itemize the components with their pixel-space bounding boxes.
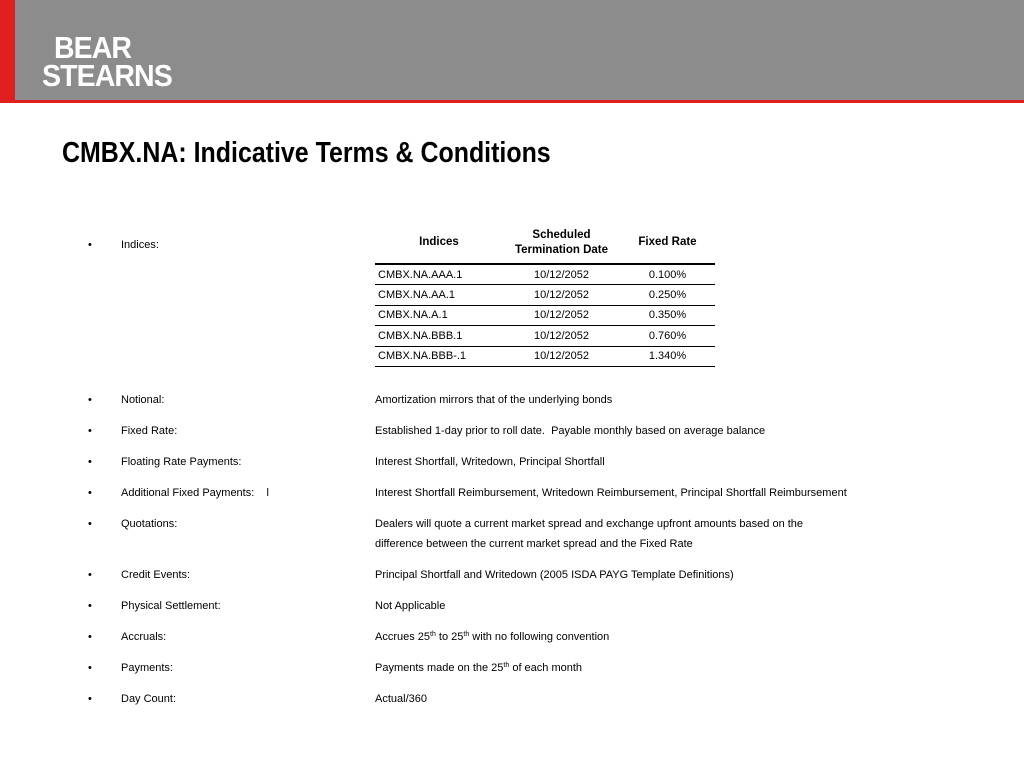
term-label: Day Count: [121, 693, 177, 705]
term-value: Actual/360 [375, 693, 427, 705]
fixed-rate: 0.350% [620, 305, 715, 326]
termination-date: 10/12/2052 [503, 326, 620, 347]
fixed-rate: 0.100% [620, 264, 715, 285]
header-underline [0, 100, 1024, 103]
term-label: Accruals: [121, 631, 167, 643]
bear-stearns-logo [42, 30, 202, 94]
term-label: Notional: [121, 394, 165, 406]
term-value: Interest Shortfall, Writedown, Principal Shortfall [375, 456, 605, 468]
fixed-rate: 1.340% [620, 346, 715, 367]
accent-bar [0, 0, 15, 101]
table-row [375, 346, 715, 367]
term-value [375, 627, 895, 647]
value-part: with no following convention [469, 631, 610, 643]
termination-date: 10/12/2052 [503, 264, 620, 285]
column-header-termination-date [503, 222, 620, 264]
term-value-line: Dealers will quote a current market spread and exchange upfront amounts based on the [375, 518, 804, 530]
term-label: Indices: [121, 239, 159, 251]
table-row [375, 264, 715, 285]
term-label: Floating Rate Payments: [121, 456, 242, 468]
bullet-dot: • [88, 662, 92, 674]
bullet-dot: • [88, 456, 92, 468]
bullet-dot: • [88, 518, 92, 530]
term-value: Principal Shortfall and Writedown (2005 ISDA PAYG Template Definitions) [375, 569, 734, 581]
term-label: Quotations: [121, 518, 178, 530]
fixed-rate: 0.760% [620, 326, 715, 347]
termination-date: 10/12/2052 [503, 285, 620, 306]
column-header-indices: Indices [419, 236, 459, 248]
index-name: CMBX.NA.AA.1 [375, 285, 503, 306]
page-title: CMBX.NA: Indicative Terms & Conditions [62, 137, 551, 169]
term-label: Fixed Rate: [121, 425, 178, 437]
term-value: Not Applicable [375, 600, 446, 612]
value-part: to 25 [435, 631, 464, 643]
bullet-dot: • [88, 600, 92, 612]
term-label: Credit Events: [121, 569, 191, 581]
term-value: Interest Shortfall Reimbursement, Writedown Reimbursement, Principal Shortfall Reimbursement [375, 487, 847, 499]
table-row [375, 285, 715, 306]
term-value [375, 658, 895, 678]
logo-line-2: STEARNS [42, 58, 172, 93]
bullet-dot: • [88, 631, 92, 643]
index-name: CMBX.NA.BBB-.1 [375, 346, 503, 367]
fixed-rate: 0.250% [620, 285, 715, 306]
bullet-dot: • [88, 394, 92, 406]
header-line: Scheduled [532, 228, 591, 241]
bullet-dot: • [88, 425, 92, 437]
bullet-dot: • [88, 487, 92, 499]
value-part: Accrues 25 [375, 631, 431, 643]
term-label: Physical Settlement: [121, 600, 221, 612]
column-header-fixed-rate: Fixed Rate [638, 236, 697, 248]
logo-line-1: BEAR [53, 30, 132, 65]
header-band [0, 0, 1024, 101]
value-part: Payments made on the 25 [375, 662, 504, 674]
index-name: CMBX.NA.BBB.1 [375, 326, 503, 347]
indices-table [375, 222, 715, 367]
termination-date: 10/12/2052 [503, 305, 620, 326]
table-header-row [375, 222, 715, 264]
termination-date: 10/12/2052 [503, 346, 620, 367]
term-value-line: difference between the current market spread and the Fixed Rate [375, 538, 693, 550]
superscript: th [430, 631, 436, 638]
term-label: Payments: [121, 662, 173, 674]
term-value [375, 514, 895, 554]
index-name: CMBX.NA.A.1 [375, 305, 503, 326]
value-part: of each month [509, 662, 583, 674]
term-label: Additional Fixed Payments: l [121, 487, 269, 499]
table-row [375, 326, 715, 347]
term-value: Amortization mirrors that of the underlying bonds [375, 394, 613, 406]
bullet-dot: • [88, 239, 92, 251]
superscript: th [463, 631, 470, 638]
bullet-dot: • [88, 693, 92, 705]
index-name: CMBX.NA.AAA.1 [375, 264, 503, 285]
superscript: th [503, 662, 510, 669]
header-line: Termination Date [514, 243, 609, 256]
bullet-dot: • [88, 569, 92, 581]
term-value: Established 1-day prior to roll date. Payable monthly based on average balance [375, 425, 766, 437]
table-row [375, 305, 715, 326]
